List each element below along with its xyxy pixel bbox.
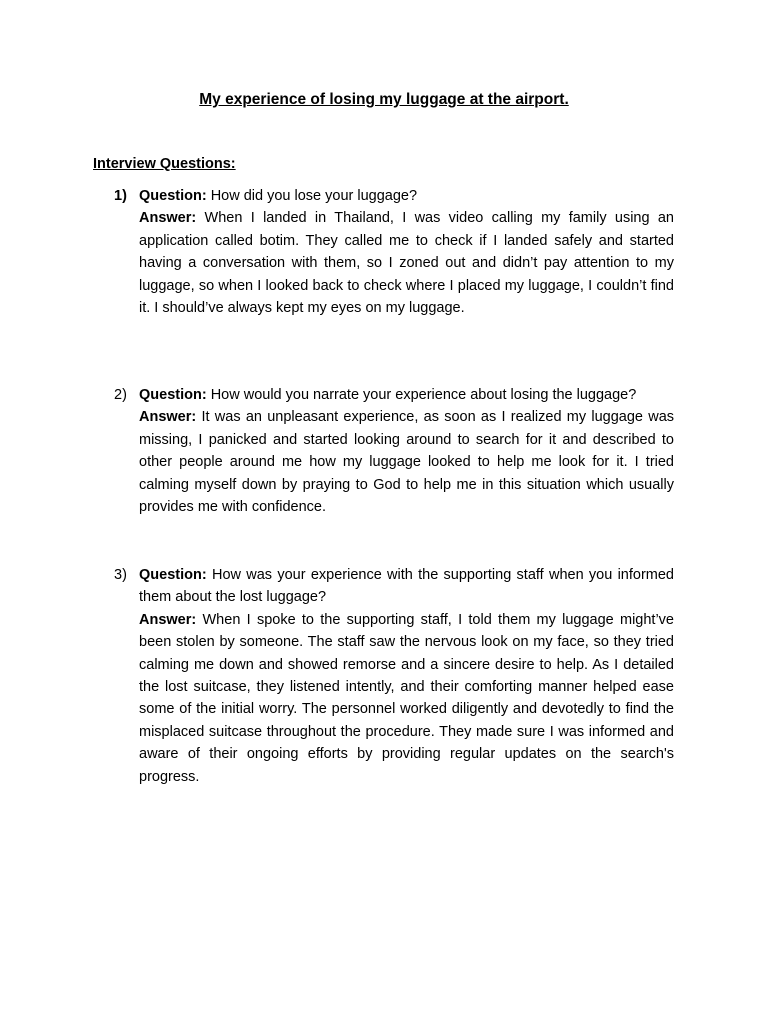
answer-paragraph [139,207,674,319]
interview-item-1 [114,185,675,319]
question-line [139,564,674,609]
answer-label: Answer: [139,210,197,227]
interview-item-2 [114,384,675,518]
item-number: 2) [114,387,127,403]
answer-text: When I spoke to the supporting staff, I told them my luggage might’ve been stolen by someone. The staff saw the nervous look on my face, so they tried calming me down and showed remorse and a sincere desire to help. As I detailed the lost suitcase, they listened intently, and their comforting manner helped ease some of the initial worry. The personnel worked diligently and devotedly to find the misplaced suitcase throughout the procedure. They made sure I was informed and aware of their ongoing efforts by providing regular updates on the search's progress. [139,611,674,785]
answer-text: When I landed in Thailand, I was video calling my family using an application called botim. They called me to check if I landed safely and started having a conversation with them, so I zoned out and didn’t pay attention to my luggage, so when I looked back to check where I placed my luggage, I couldn’t find it. I should’ve always kept my eyes on my luggage. [139,210,675,317]
question-text: How was your experience with the supporting staff when you informed them about the lost luggage? [139,567,674,606]
question-label: Question: [139,188,207,204]
question-line [139,185,674,207]
question-label: Question: [139,387,207,403]
item-number: 1) [114,188,127,204]
question-line [139,384,674,406]
answer-label: Answer: [139,409,197,426]
answer-paragraph [139,406,674,518]
answer-paragraph [139,609,674,788]
answer-label: Answer: [139,611,197,628]
document-title: My experience of losing my luggage at the airport. [199,91,569,108]
interview-item-3 [114,564,674,788]
question-label: Question: [139,567,207,583]
section-heading: Interview Questions: [93,156,236,172]
answer-text: It was an unpleasant experience, as soon as I realized my luggage was missing, I panicked and started looking around to search for it and described to other people around me how my luggage looked to help me look for it. I tried calming myself down by praying to God to help me in this situation which usually provides me with confidence. [139,409,675,516]
question-text: How would you narrate your experience about losing the luggage? [210,387,637,403]
question-text: How did you lose your luggage? [210,188,418,204]
item-number: 3) [114,567,127,583]
